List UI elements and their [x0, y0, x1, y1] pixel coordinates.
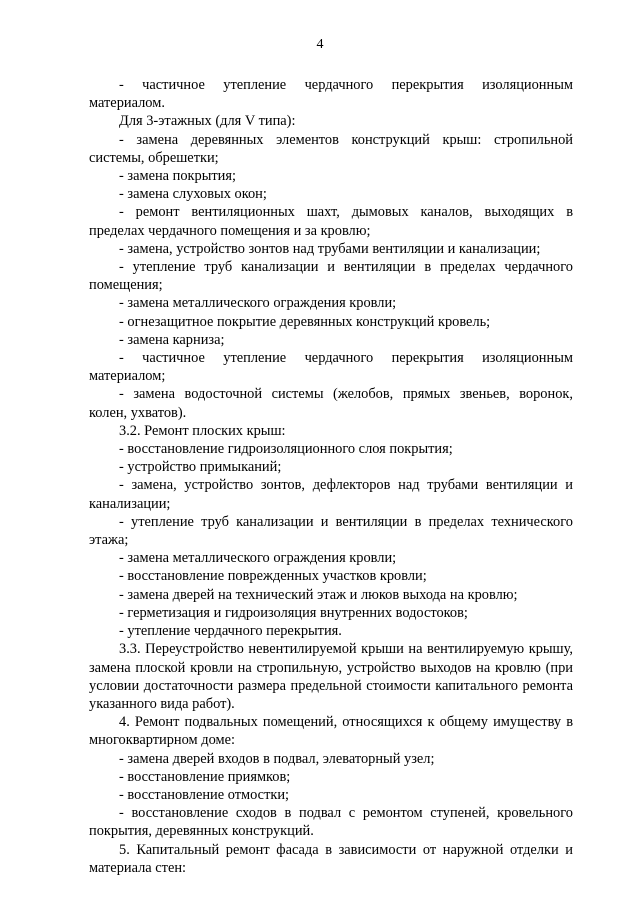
list-item: - восстановление гидроизоляционного слоя покрытия; — [119, 441, 453, 458]
list-item: - утепление труб канализации и вентиляции в пределах чердачного помещения; — [89, 259, 573, 294]
list-item: - восстановление поврежденных участков кровли; — [119, 568, 427, 585]
list-item: - замена деревянных элементов конструкций крыш: стропильной системы, обрешетки; — [89, 131, 573, 166]
list-item: - замена дверей на технический этаж и люков выхода на кровлю; — [119, 586, 518, 603]
list-item: - замена водосточной системы (желобов, прямых звеньев, воронок, колен, ухватов). — [89, 386, 573, 421]
list-item: - замена, устройство зонтов, дефлекторов над трубами вентиляции и канализации; — [89, 477, 573, 512]
paragraph: - частичное утепление чердачного перекрытия изоляционным материалом. — [89, 77, 573, 112]
section-heading: 4. Ремонт подвальных помещений, относящихся к общему имуществу в многоквартирном доме: — [89, 714, 573, 749]
list-item: - замена металлического ограждения кровли; — [119, 550, 397, 567]
list-item: - замена дверей входов в подвал, элеваторный узел; — [119, 750, 435, 767]
list-item: - замена покрытия; — [119, 168, 237, 185]
section-paragraph: 3.3. Переустройство невентилируемой крыши на вентилируемую крышу, замена плоской кровли на стропильную, устройство выходов на кровлю (при условии достаточности размера предельной стоимости капитального ремонта указанного вида работ). — [89, 641, 573, 712]
page-number: 4 — [316, 37, 324, 52]
list-item: - замена слуховых окон; — [119, 186, 267, 203]
section-heading: 5. Капитальный ремонт фасада в зависимости от наружной отделки и материала стен: — [89, 841, 573, 876]
list-item: - восстановление приямков; — [119, 768, 291, 785]
list-item: - устройство примыканий; — [119, 459, 282, 476]
section-heading: 3.2. Ремонт плоских крыш: — [119, 422, 286, 439]
list-item: - восстановление сходов в подвал с ремонтом ступеней, кровельного покрытия, деревянных конструкций. — [89, 805, 573, 840]
list-item: - замена карниза; — [119, 331, 225, 348]
list-item: - ремонт вентиляционных шахт, дымовых каналов, выходящих в пределах чердачного помещения и за кровлю; — [89, 204, 573, 239]
list-item: - замена, устройство зонтов над трубами вентиляции и канализации; — [119, 240, 541, 257]
list-item: - замена металлического ограждения кровли; — [119, 295, 397, 312]
list-item: - огнезащитное покрытие деревянных конструкций кровель; — [119, 313, 491, 330]
list-item: - утепление труб канализации и вентиляции в пределах технического этажа; — [89, 513, 573, 549]
list-item: - герметизация и гидроизоляция внутренних водостоков; — [119, 604, 468, 621]
section-heading: Для 3-этажных (для V типа): — [119, 113, 296, 130]
list-item: - восстановление отмостки; — [119, 786, 290, 803]
list-item: - частичное утепление чердачного перекрытия изоляционным материалом; — [89, 350, 573, 385]
list-item: - утепление чердачного перекрытия. — [119, 623, 342, 640]
document-body — [89, 76, 573, 877]
